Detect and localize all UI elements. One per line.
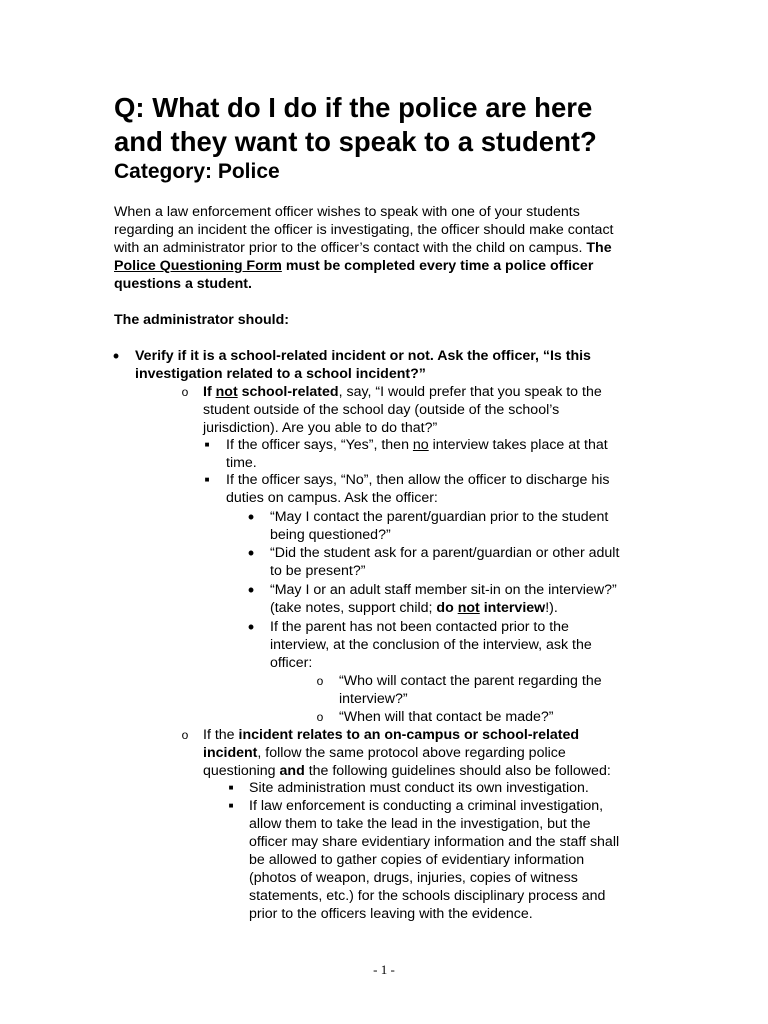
verify-line-2: investigation related to a school incident?” xyxy=(135,366,426,382)
questioning-text: questioning xyxy=(203,763,280,779)
not-school-line-3: jurisdiction). Are you able to do that?” xyxy=(203,420,438,436)
yes-line-1 xyxy=(226,436,608,454)
incident-bold: incident xyxy=(203,745,258,761)
criminal-investigation-line-1: If law enforcement is conducting a criminal investigation, xyxy=(249,798,604,814)
question-1-line-2: being questioned?” xyxy=(270,527,391,543)
intro-line-2: regarding an incident the officer is investigating, the officer should make contact xyxy=(114,222,614,238)
intro-line-5: questions a student. xyxy=(114,276,252,292)
circle-marker: o xyxy=(181,728,189,742)
bullet-marker: • xyxy=(247,507,255,527)
square-marker: ■ xyxy=(204,475,210,484)
yes-line-2: time. xyxy=(226,455,257,471)
intro-line-3-text: with an administrator prior to the officer’s contact with the child on campus. xyxy=(114,240,587,256)
criminal-investigation-line-3: officer may share evidentiary information and the staff shall xyxy=(249,834,620,850)
criminal-investigation-line-4: be allowed to gather copies of evidentiary information xyxy=(249,852,585,868)
bullet-marker: • xyxy=(112,346,120,366)
not-school-line-2: student outside of the school day (outside of the school’s xyxy=(203,402,560,418)
parent-line-2: interview, at the conclusion of the interview, ask the xyxy=(270,637,592,653)
square-marker: ■ xyxy=(228,783,234,792)
circle-marker: o xyxy=(316,674,324,688)
site-admin-item: Site administration must conduct its own investigation. xyxy=(249,780,589,796)
intro-line-1: When a law enforcement officer wishes to speak with one of your students xyxy=(114,204,580,220)
square-marker: ■ xyxy=(204,440,210,449)
on-campus-line-2-rest: , follow the same protocol above regarding police xyxy=(257,745,566,761)
criminal-investigation-line-6: statements, etc.) for the schools disciplinary process and xyxy=(249,888,606,904)
question-3-line-1: “May I or an adult staff member sit-in on the interview?” xyxy=(270,582,617,598)
no-line-1: If the officer says, “No”, then allow the officer to discharge his xyxy=(226,472,610,488)
administrator-heading: The administrator should: xyxy=(114,312,289,328)
on-campus-bold: incident relates to an on-campus or school-related xyxy=(238,727,580,743)
no-emphasis: no xyxy=(412,437,429,453)
interview-bold: interview xyxy=(479,600,546,616)
not-school-rest: , say, “I would prefer that you speak to the xyxy=(338,384,602,400)
bullet-marker: • xyxy=(247,580,255,600)
parent-line-1: If the parent has not been contacted prior to the xyxy=(270,619,569,635)
contact-question-line-2: interview?” xyxy=(339,691,408,707)
page-number: - 1 - xyxy=(373,962,395,977)
question-title-line-1: Q: What do I do if the police are here xyxy=(114,92,593,123)
not-school-line-1 xyxy=(203,383,602,401)
yes-text-b: interview takes place at that xyxy=(428,437,608,453)
criminal-investigation-line-7: prior to the officers leaving with the evidence. xyxy=(249,906,533,922)
contact-question-line-1: “Who will contact the parent regarding the xyxy=(339,673,602,689)
contact-when-question: “When will that contact be made?” xyxy=(339,709,554,725)
do-bold: do xyxy=(436,600,458,616)
not-bold-underline: not xyxy=(457,600,480,616)
question-1-line-1: “May I contact the parent/guardian prior to the student xyxy=(270,509,609,525)
circle-marker: o xyxy=(181,385,189,399)
on-campus-line-3-rest: the following guidelines should also be followed: xyxy=(304,763,611,779)
not-school-bold: school-related xyxy=(237,384,339,400)
intro-line-4-rest: must be completed every time a police officer xyxy=(281,258,594,274)
not-emphasis: not xyxy=(215,384,238,400)
intro-line-3-bold: The xyxy=(586,240,612,256)
question-2-line-2: to be present?” xyxy=(270,563,366,579)
police-questioning-form-ref: Police Questioning Form xyxy=(114,258,282,274)
intro-line-3 xyxy=(114,239,612,257)
verify-line-1: Verify if it is a school-related incident or not. Ask the officer, “Is this xyxy=(135,348,591,364)
and-bold: and xyxy=(279,763,305,779)
on-campus-line-3 xyxy=(203,762,611,780)
not-school-prefix: If xyxy=(203,384,216,400)
take-notes-text: (take notes, support child; xyxy=(270,600,437,616)
question-title-line-2: and they want to speak to a student? xyxy=(114,126,597,157)
circle-marker: o xyxy=(316,710,324,724)
on-campus-prefix: If the xyxy=(203,727,239,743)
no-line-2: duties on campus. Ask the officer: xyxy=(226,490,438,506)
question-2-line-1: “Did the student ask for a parent/guardian or other adult xyxy=(270,545,620,561)
parent-line-3: officer: xyxy=(270,655,313,671)
criminal-investigation-line-2: allow them to take the lead in the investigation, but the xyxy=(249,816,591,832)
category-label: Category: Police xyxy=(114,160,280,183)
square-marker: ■ xyxy=(228,801,234,810)
on-campus-line-2 xyxy=(203,744,566,762)
bullet-marker: • xyxy=(247,543,255,563)
bullet-marker: • xyxy=(247,617,255,637)
yes-text-a: If the officer says, “Yes”, then xyxy=(226,437,413,453)
intro-line-4 xyxy=(114,257,593,275)
question-3-end: !). xyxy=(545,600,558,616)
question-3-line-2 xyxy=(270,599,558,617)
on-campus-line-1 xyxy=(203,726,579,744)
criminal-investigation-line-5: (photos of weapon, drugs, injuries, copies of witness xyxy=(249,870,578,886)
